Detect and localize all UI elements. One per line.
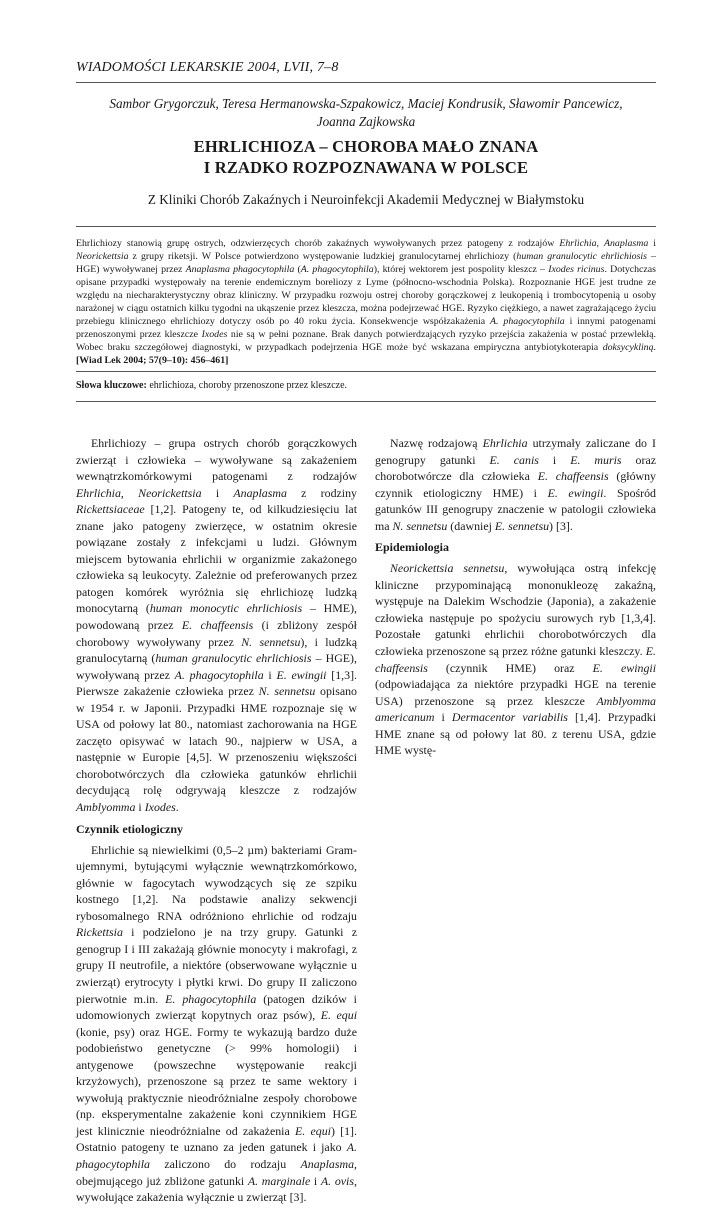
abstract-text: i (648, 238, 657, 249)
genus-name: Neorickettsia (76, 251, 129, 263)
abstract (76, 237, 656, 367)
paragraph (375, 560, 656, 759)
body-text: i (135, 800, 145, 815)
species-name: Neorickettsia sennetsu (390, 561, 505, 576)
abstract-text: ( (294, 264, 301, 276)
body-column-right (375, 435, 656, 764)
species-name: A. phagocytophila (174, 667, 264, 682)
genus-name: Ixodes (201, 329, 228, 341)
paragraph (375, 435, 656, 534)
abstract-text: z grupy riketsji. W Polsce potwierdzono występowanie ludzkiej granulocytarnej ehrlichiozy ( (128, 251, 517, 263)
abstract-text: Ehrlichiozy stanowią grupę ostrych, odzwierzęcych chorób zakaźnych wywoływanych przez patogeny z rodzajów (76, 238, 560, 249)
affiliation: Z Kliniki Chorób Zakaźnych i Neuroinfekcji Akademii Medycznej w Białymstoku (147, 192, 585, 207)
genus-name: Ehrlichia (482, 436, 528, 450)
body-text: , wywołujące zakażenia wyłącznie u zwierząt [3]. (76, 1173, 357, 1205)
genus-name: Ehrlichia (76, 485, 121, 500)
species-name: Amblyomma americanum (375, 693, 656, 725)
genus-name: Ixodes (144, 800, 176, 815)
journal-header: WIADOMOŚCI LEKARSKIE 2004, LVII, 7–8 (76, 60, 339, 75)
body-text: i (310, 1173, 321, 1188)
body-text: i podzielono je na trzy grupy. Gatunki z genogrup I i III zakażają głównie monocyty i makrofagi, z grupy II neutrofile, a niektóre (obserwowane wyłącznie u zwierząt) erytrocyty i płytki krwi. Do grupy II zaliczono pierwotnie m.in. (76, 925, 357, 1006)
body-text: , wywołująca ostrą infekcję kliniczne przypominającą mononukleozę zakaźną, występuje na Dalekim Wschodzie (Japonia), a zakażenie człowieka następuje po spożyciu surowych ryb [1,3,4]. Pozostałe gatunki ehrlichii chorobotwórczych dla człowieka przenoszone są przez różne gatunki kleszczy. (375, 561, 656, 659)
species-name: A. ovis (320, 1173, 354, 1188)
genus-name: Rickettsia (76, 925, 123, 940)
body-text: i (434, 710, 452, 725)
species-name: A. phagocytophila (490, 316, 565, 328)
article-title (76, 136, 656, 178)
body-text: (i zbliżony zespół chorobowy wywoływany przez (76, 618, 357, 649)
species-name: N. sennetsu (258, 684, 316, 699)
body-text: Ehrlichie są niewielkimi (0,5–2 µm) bakteriami Gram-ujemnymi, bytującymi wyłącznie wewnątrzkomórkowo, głównie w fagocytach wywodzących się ze szpiku kostnego [1,2]. Na podstawie analizy sekwencji rybosomalnego RNA odróżniono ehrlichie od rodzaju (76, 842, 357, 923)
body-text: [1,2]. Patogeny te, od kilkudziesięciu lat znane jako patogeny zwierzęce, w ostatnim okresie powiązane zostały z infekcjami u ludzi. Głównym miejscem bytowania ehrlichii w organizmie zakażonego człowieka są leukocyty. Zależnie od preferowanych przez patogen komórek wyróżnia się ehrlichiozę ludzką monocytarną ( (76, 502, 357, 616)
body-text: ) [1]. Ostatnio patogeny te uznano za jeden gatunek i jako (76, 1123, 357, 1155)
abstract-text: . (653, 342, 656, 354)
species-name: E. chaffeensis (537, 469, 609, 484)
species-name: E. muris (570, 452, 622, 467)
body-text: i (201, 485, 234, 500)
species-name: E. phagocytophila (165, 991, 257, 1006)
title-line-2: I RZADKO ROZPOZNAWANA W POLSCE (203, 158, 529, 177)
genus-name: Neorickettsia (138, 485, 202, 500)
species-name: E. sennetsu (494, 518, 550, 533)
term-italic: doksycykliną (602, 342, 654, 354)
family-name: Rickettsiaceae (76, 502, 145, 517)
species-name: N. sennetsu (241, 634, 301, 649)
keywords (76, 380, 656, 391)
body-text: z rodziny (286, 485, 357, 500)
abstract-text: – HGE) wywoływanej przez (76, 251, 656, 276)
body-text: (główny czynnik etiologiczny HME) i (375, 469, 657, 500)
species-name: E. ewingii (276, 667, 327, 682)
keywords-value: ehrlichioza, choroby przenoszone przez kleszcze. (146, 380, 348, 391)
species-name: E. equi (320, 1008, 357, 1023)
genus-name: Anaplasma (300, 1156, 355, 1171)
keywords-label: Słowa kluczowe: (76, 380, 147, 391)
abstract-text: nie są w pełni poznane. Brak danych potwierdzających ryzyko przejścia zakażenia w postać przewlekłą. Wobec braku szczegółowej diagnostyki, w przypadkach podejrzenia HGE może być wskazana empiryczna antybiotykoterapia (76, 329, 656, 354)
author-list (76, 95, 656, 131)
abstract-text: . Dotychczas opisane przypadki występowały na terenie endemicznym boreliozy z Lyme (północno-wschodnia Polska). Rozpoznanie HGE jest trudne ze względu na niecharakterystyczny obraz kliniczny. W przypadku rozwoju ostrej choroby gorączkowej z leukopenią i trombocytopenią u osoby narażonej w ciągu ostatnich kilku tygodni na ukąszenie przez kleszcza, można podejrzewać HGE. Ryzyko ciężkiego, a nawet zagrażającego życiu przebiegu klinicznego ehrlichiozy dotyczy osób po 40 roku życia. Konsekwencje współzakażenia (76, 264, 656, 328)
species-name: Dermacentor variabilis (451, 710, 568, 725)
body-text: (dawniej (447, 518, 495, 533)
term-italic: human granulocytic ehrlichiosis (155, 651, 312, 666)
authors-line-2: Joanna Zajkowska (316, 114, 416, 129)
genus-name: Anaplasma (233, 485, 287, 500)
body-text: i (263, 667, 277, 682)
header-rule (76, 82, 656, 83)
body-text: . (175, 800, 179, 815)
species-name: N. sennetsu (392, 518, 448, 533)
keywords-bottom-rule (76, 401, 656, 402)
body-text: [1,3]. Pierwsze zakażenie człowieka przez (76, 667, 358, 699)
section-heading: Epidemiologia (375, 540, 450, 555)
body-text: (odpowiadająca za niektóre przypadki HGE na terenie USA) przenoszone są przez kleszcze (375, 677, 656, 708)
paragraph (76, 435, 357, 816)
species-name: E. chaffeensis (181, 618, 254, 633)
species-name: E. equi (295, 1123, 331, 1138)
abstract-text: , (596, 238, 604, 249)
citation: [Wiad Lek 2004; 57(9–10): 456–461] (76, 355, 229, 367)
species-name: A. marginale (247, 1173, 311, 1188)
body-text: . Spośród gatunków III genogrupy znaczenie w patologii człowieka ma (375, 485, 656, 533)
body-column-left (76, 435, 357, 1211)
abstract-top-rule (76, 226, 656, 227)
body-text: utrzymały zaliczane do I genogrupy gatunki (375, 436, 656, 467)
genus-name: Amblyomma (76, 800, 136, 815)
body-text: (patogen dzików i udomowionych zwierząt kopytnych oraz psów), (76, 991, 357, 1023)
body-text: (czynnik HME) oraz (427, 660, 593, 675)
term-italic: human monocytic ehrlichiosis (149, 601, 303, 616)
species-name: A. phagocytophila (76, 1140, 357, 1171)
abstract-text: i innymi patogenami przenoszonymi przez kleszcze (76, 316, 656, 341)
body-text: – HME), powodowaną przez (76, 601, 357, 633)
body-text: zaliczono do rodzaju (149, 1156, 301, 1171)
genus-name: Ehrlichia (559, 238, 597, 249)
body-text: Ehrlichiozy – grupa ostrych chorób gorączkowych zwierząt i człowieka – wywoływane są zakażeniem wewnątrzkomórkowymi patogenami z rodzajów (76, 436, 357, 484)
term-italic: human granulocytic ehrlichiosis (516, 251, 647, 263)
section-heading: Czynnik etiologiczny (76, 821, 183, 836)
body-text: [1,4]. Przypadki HME znane są od połowy lat 80. z terenu USA, gdzie HME wystę- (375, 710, 656, 758)
body-text: ), i ludzką granulocytarną ( (76, 634, 357, 666)
body-text: ) [3]. (549, 518, 573, 533)
species-name: E. ewingii (547, 485, 604, 500)
species-name: E. chaffeensis (375, 644, 656, 675)
body-text: – HGE), wywoływaną przez (76, 651, 357, 682)
body-text: oraz chorobotwórcze dla człowieka (375, 452, 656, 484)
body-text: , obejmującego już zbliżone gatunki (76, 1156, 357, 1188)
abstract-text: ), której wektorem jest pospolity kleszcz – (373, 264, 549, 276)
body-text: (konie, psy) oraz HGE. Formy te wykazują bardzo duże podobieństwo genetyczne (> 99% homologii) i antygenowe (powszechne występowanie reakcji krzyżowych), przenoszone są przez te same wektory i wywołują praktycznie nieodróżnialne zespoły chorobowe (np. eksperymentalne zakażenie koni czynnikiem HGE jest klinicznie nieodróżnialne od zakażenia (76, 1024, 357, 1138)
genus-name: Anaplasma (603, 238, 649, 249)
authors-line-1: Sambor Grygorczuk, Teresa Hermanowska-Szpakowicz, Maciej Kondrusik, Sławomir Pancewicz, (109, 96, 623, 111)
species-name: E. ewingii (592, 660, 656, 675)
body-text: opisano w 1954 r. w Japonii. Przypadki HME rozpoznaje się w USA od połowy lat 80., natomiast zachorowania na HGE zaczęto opisywać w latach 90., najpierw w USA, a następnie w Europie [4,5]. W przenoszeniu większości chorobotwórczych dla człowieka gatunków ehrlichii decydującą rolę odgrywają kleszcze z rodzajów (76, 684, 357, 798)
keywords-top-rule (76, 371, 656, 372)
title-line-1: EHRLICHIOZA – CHOROBA MAŁO ZNANA (193, 137, 539, 156)
body-text: Nazwę rodzajową (390, 436, 483, 450)
species-name: E. canis (489, 452, 539, 467)
species-name: A. phagocytophila (300, 264, 374, 276)
species-name: Ixodes ricinus (548, 264, 605, 276)
body-text: , (120, 485, 139, 500)
species-name: Anaplasma phagocytophila (185, 264, 295, 276)
body-text: i (538, 452, 571, 467)
